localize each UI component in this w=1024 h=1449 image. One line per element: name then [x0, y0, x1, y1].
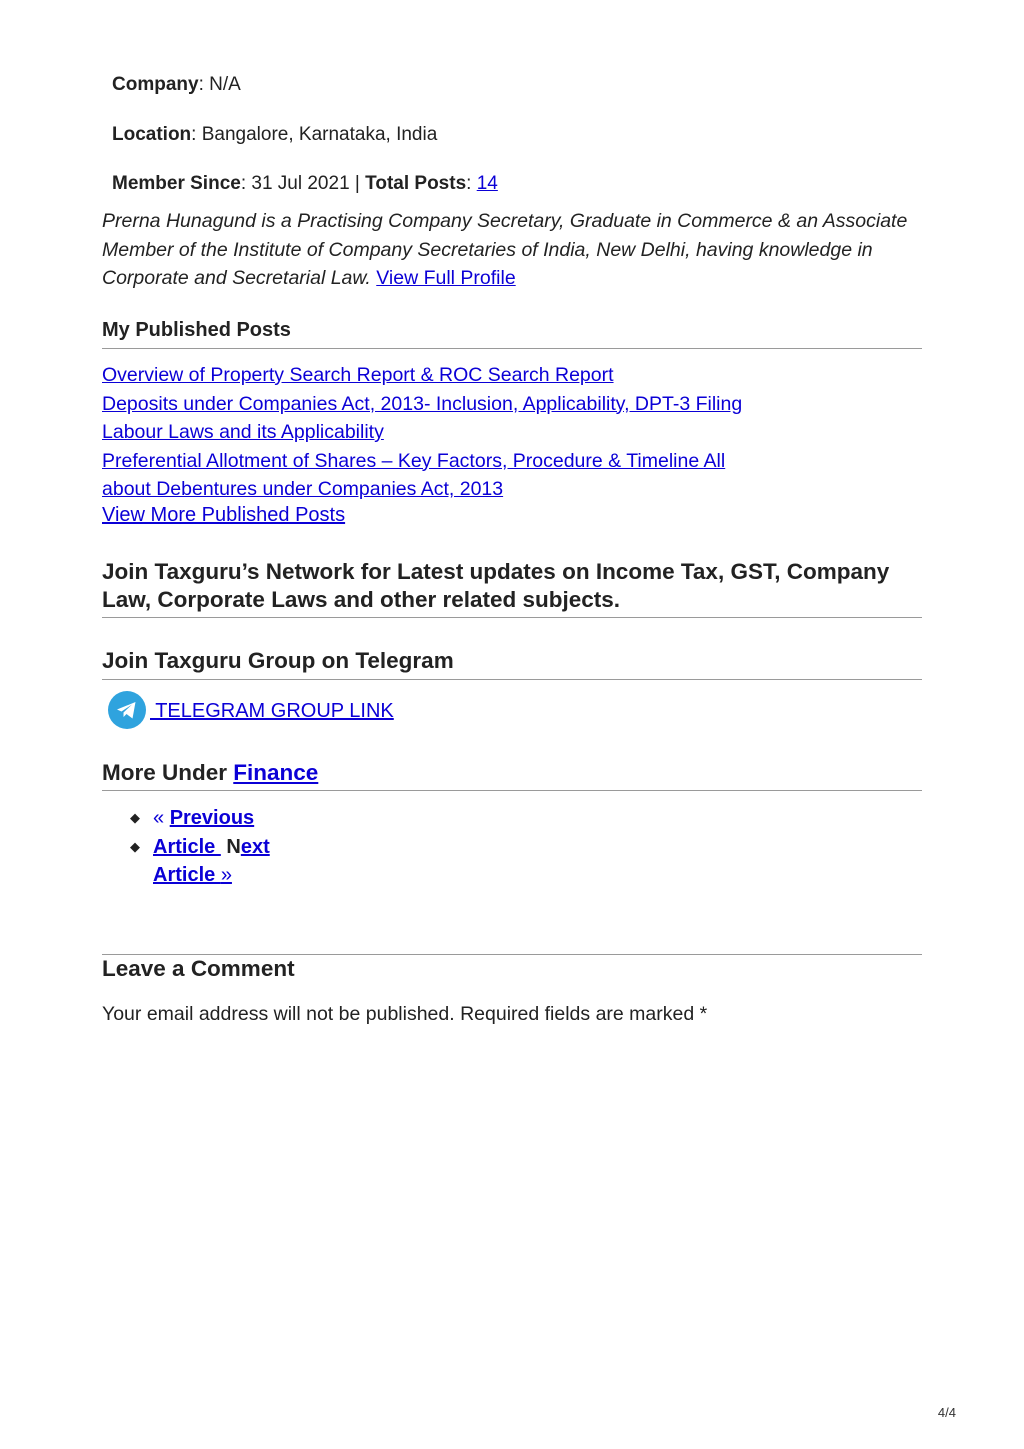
- member-since-label: Member Since: [112, 173, 241, 194]
- network-heading: Join Taxguru’s Network for Latest updates on Income Tax, GST, Company Law, Corporate Laws and other related subjects.: [102, 559, 890, 612]
- published-posts-heading: My Published Posts: [102, 319, 291, 341]
- company-line: [112, 73, 241, 97]
- company-label: Company: [112, 74, 199, 95]
- post-link[interactable]: Labour Laws and its Applicability: [102, 421, 384, 443]
- location-line: [112, 123, 437, 147]
- article-nav-list: [130, 804, 270, 890]
- telegram-icon[interactable]: [108, 691, 146, 729]
- member-since-line: [112, 172, 498, 196]
- page-number: 4/4: [937, 1405, 956, 1420]
- total-posts-sep: :: [466, 173, 477, 194]
- author-bio: [102, 207, 922, 293]
- next-letter: N: [226, 835, 241, 858]
- list-item: [130, 833, 270, 890]
- next-article-link-word[interactable]: Article: [153, 864, 221, 886]
- post-link[interactable]: All about Debentures under Companies Act, 2013: [102, 449, 726, 500]
- previous-article-link-word[interactable]: Article: [153, 835, 221, 858]
- finance-category-link[interactable]: Finance: [233, 760, 319, 785]
- post-link[interactable]: Overview of Property Search Report & ROC Search Report: [102, 364, 614, 386]
- location-value: : Bangalore, Karnataka, India: [191, 124, 438, 145]
- bullet-icon: ◆: [130, 810, 140, 825]
- telegram-heading: Join Taxguru Group on Telegram: [102, 648, 454, 673]
- previous-article-link[interactable]: Previous: [169, 807, 255, 829]
- list-item: [130, 804, 270, 833]
- more-under-prefix: More Under: [102, 760, 234, 785]
- telegram-link-line: [150, 700, 394, 723]
- view-more-posts-line: [102, 504, 345, 527]
- divider: [102, 348, 922, 349]
- comment-notice: Your email address will not be published. Required fields are marked *: [102, 1003, 708, 1025]
- divider: [102, 790, 922, 791]
- telegram-group-link[interactable]: TELEGRAM GROUP LINK: [150, 700, 394, 722]
- bio-text: Prerna Hunagund is a Practising Company Secretary, Graduate in Commerce & an Associate Member of the Institute of Company Secretaries of India, New Delhi, having knowledge in Corporate and Secretarial Law.: [102, 210, 908, 289]
- divider: [102, 617, 922, 618]
- member-since-value: : 31 Jul 2021 |: [240, 173, 366, 194]
- total-posts-link[interactable]: 14: [476, 173, 498, 194]
- next-article-link[interactable]: ext: [240, 835, 270, 858]
- leave-comment-heading: Leave a Comment: [102, 956, 295, 981]
- post-link[interactable]: Deposits under Companies Act, 2013- Inclusion, Applicability, DPT-3 Filing: [102, 392, 743, 415]
- previous-arrow[interactable]: «: [153, 807, 170, 829]
- location-label: Location: [112, 124, 192, 145]
- telegram-plane-glyph: [108, 691, 146, 729]
- post-link[interactable]: Preferential Allotment of Shares – Key Factors, Procedure & Timeline: [102, 449, 704, 472]
- total-posts-label: Total Posts: [365, 173, 467, 194]
- view-full-profile-link[interactable]: View Full Profile: [376, 267, 516, 289]
- view-more-posts-link[interactable]: View More Published Posts: [102, 504, 346, 526]
- more-under-heading: [102, 759, 922, 787]
- next-arrow[interactable]: »: [220, 864, 232, 886]
- company-value: : N/A: [198, 74, 241, 95]
- divider: [102, 679, 922, 680]
- published-posts-list: [102, 361, 762, 504]
- bullet-icon: ◆: [130, 838, 140, 854]
